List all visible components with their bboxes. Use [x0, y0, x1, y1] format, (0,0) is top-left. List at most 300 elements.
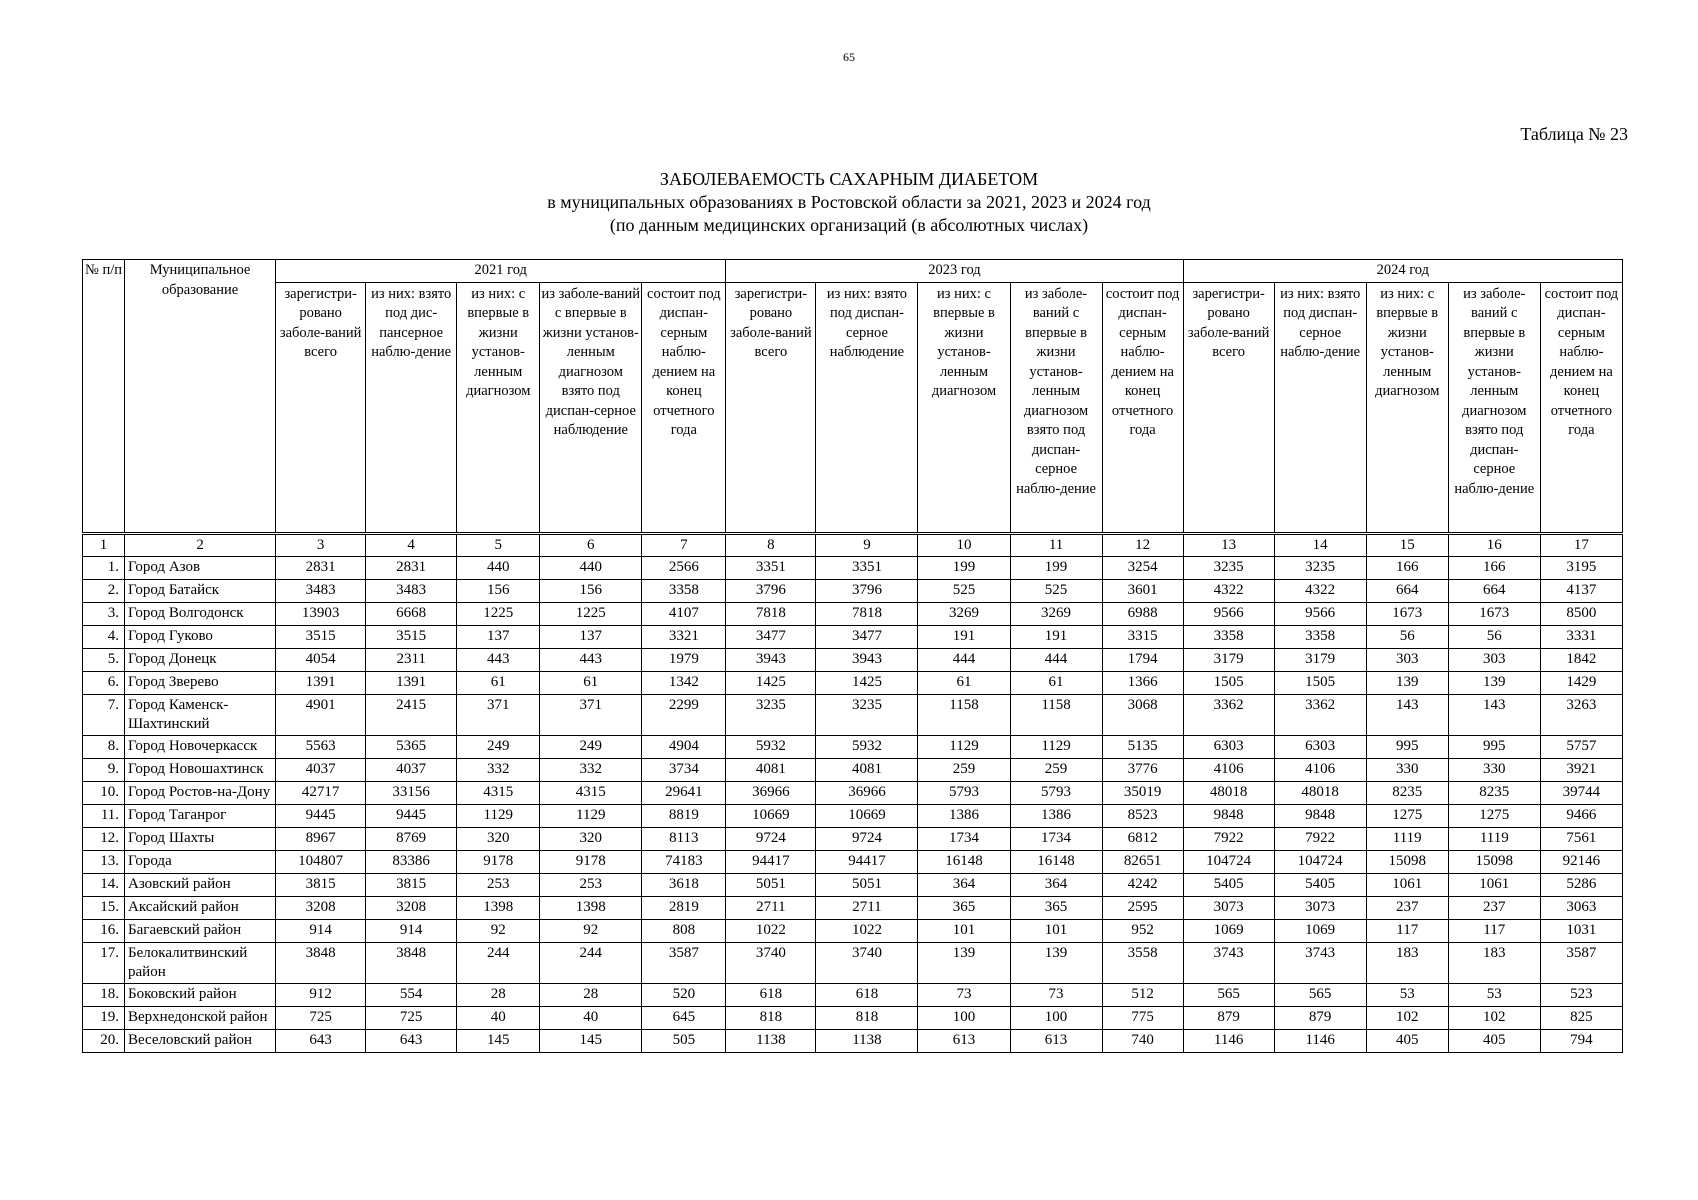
subheader-cell: из них: с впервые в жизни установ-ленным диагнозом — [1366, 282, 1448, 533]
row-number: 16. — [83, 919, 125, 942]
value-cell: 3235 — [726, 694, 816, 735]
value-cell: 42717 — [276, 781, 366, 804]
value-cell: 1386 — [1010, 804, 1102, 827]
value-cell: 100 — [1010, 1006, 1102, 1029]
value-cell: 183 — [1448, 942, 1540, 983]
table-row — [83, 781, 1623, 804]
value-cell: 1425 — [816, 671, 918, 694]
value-cell: 1146 — [1183, 1029, 1274, 1052]
value-cell: 5932 — [726, 735, 816, 758]
subheader-cell: зарегистри-рованo заболе-ваний всего — [726, 282, 816, 533]
value-cell: 13903 — [276, 602, 366, 625]
municipality-name: Багаевский район — [125, 919, 276, 942]
value-cell: 6303 — [1183, 735, 1274, 758]
value-cell: 3477 — [816, 625, 918, 648]
column-number-cell: 12 — [1102, 533, 1183, 556]
row-number: 8. — [83, 735, 125, 758]
value-cell: 2711 — [726, 896, 816, 919]
municipality-name: Город Новошахтинск — [125, 758, 276, 781]
value-cell: 364 — [1010, 873, 1102, 896]
value-cell: 643 — [366, 1029, 457, 1052]
value-cell: 3515 — [366, 625, 457, 648]
value-cell: 3179 — [1183, 648, 1274, 671]
column-number-cell: 6 — [540, 533, 642, 556]
municipality-name: Азовский район — [125, 873, 276, 896]
row-number: 12. — [83, 827, 125, 850]
value-cell: 3483 — [276, 579, 366, 602]
value-cell: 1022 — [816, 919, 918, 942]
value-cell: 5932 — [816, 735, 918, 758]
subheader-cell: зарегистри-рованo заболе-ваний всего — [1183, 282, 1274, 533]
value-cell: 1129 — [918, 735, 1010, 758]
value-cell: 443 — [540, 648, 642, 671]
value-cell: 6988 — [1102, 602, 1183, 625]
value-cell: 4315 — [457, 781, 540, 804]
document-title — [0, 168, 1698, 237]
header-row-subcolumns — [83, 282, 1623, 533]
value-cell: 259 — [1010, 758, 1102, 781]
row-number: 7. — [83, 694, 125, 735]
value-cell: 10669 — [726, 804, 816, 827]
column-number-cell: 7 — [642, 533, 726, 556]
municipality-name: Город Таганрог — [125, 804, 276, 827]
value-cell: 2831 — [276, 556, 366, 579]
value-cell: 3815 — [366, 873, 457, 896]
value-cell: 139 — [918, 942, 1010, 983]
value-cell: 618 — [726, 983, 816, 1006]
value-cell: 3483 — [366, 579, 457, 602]
value-cell: 8235 — [1448, 781, 1540, 804]
value-cell: 3601 — [1102, 579, 1183, 602]
value-cell: 3269 — [918, 602, 1010, 625]
value-cell: 740 — [1102, 1029, 1183, 1052]
column-number-cell: 4 — [366, 533, 457, 556]
municipality-name: Верхнедонской район — [125, 1006, 276, 1029]
value-cell: 444 — [1010, 648, 1102, 671]
table-row — [83, 648, 1623, 671]
subheader-cell: из заболе-ваний с впервые в жизни установ-ленным диагнозом взято под диспан-серное наблю-дение — [1448, 282, 1540, 533]
table-row — [83, 758, 1623, 781]
value-cell: 7818 — [726, 602, 816, 625]
value-cell: 332 — [540, 758, 642, 781]
value-cell: 8819 — [642, 804, 726, 827]
value-cell: 818 — [726, 1006, 816, 1029]
value-cell: 2311 — [366, 648, 457, 671]
value-cell: 3921 — [1540, 758, 1622, 781]
value-cell: 249 — [540, 735, 642, 758]
row-number: 6. — [83, 671, 125, 694]
value-cell: 6668 — [366, 602, 457, 625]
value-cell: 117 — [1448, 919, 1540, 942]
value-cell: 4315 — [540, 781, 642, 804]
value-cell: 8500 — [1540, 602, 1622, 625]
value-cell: 5757 — [1540, 735, 1622, 758]
value-cell: 440 — [457, 556, 540, 579]
table-row — [83, 694, 1623, 735]
value-cell: 794 — [1540, 1029, 1622, 1052]
value-cell: 3315 — [1102, 625, 1183, 648]
value-cell: 4106 — [1183, 758, 1274, 781]
value-cell: 1129 — [1010, 735, 1102, 758]
value-cell: 61 — [1010, 671, 1102, 694]
value-cell: 53 — [1366, 983, 1448, 1006]
row-number: 14. — [83, 873, 125, 896]
value-cell: 1069 — [1183, 919, 1274, 942]
header-no: № п/п — [83, 260, 125, 534]
value-cell: 3515 — [276, 625, 366, 648]
value-cell: 914 — [366, 919, 457, 942]
municipality-name: Город Ростов-на-Дону — [125, 781, 276, 804]
value-cell: 1119 — [1366, 827, 1448, 850]
subheader-cell: из заболе-ваний с впервые в жизни установ-ленным диагнозом взято под диспан-серное наблюдение — [540, 282, 642, 533]
value-cell: 8113 — [642, 827, 726, 850]
value-cell: 1842 — [1540, 648, 1622, 671]
subheader-cell: из них: с впервые в жизни установ-ленным диагнозом — [457, 282, 540, 533]
value-cell: 5405 — [1274, 873, 1366, 896]
value-cell: 1398 — [540, 896, 642, 919]
row-number: 19. — [83, 1006, 125, 1029]
value-cell: 9445 — [276, 804, 366, 827]
value-cell: 3351 — [816, 556, 918, 579]
table-row — [83, 983, 1623, 1006]
table-row — [83, 850, 1623, 873]
value-cell: 645 — [642, 1006, 726, 1029]
value-cell: 156 — [457, 579, 540, 602]
value-cell: 3263 — [1540, 694, 1622, 735]
header-row-years — [83, 260, 1623, 283]
column-number-cell: 9 — [816, 533, 918, 556]
value-cell: 3743 — [1274, 942, 1366, 983]
value-cell: 1342 — [642, 671, 726, 694]
value-cell: 4081 — [726, 758, 816, 781]
value-cell: 3734 — [642, 758, 726, 781]
value-cell: 61 — [457, 671, 540, 694]
value-cell: 7818 — [816, 602, 918, 625]
value-cell: 143 — [1448, 694, 1540, 735]
table-row — [83, 671, 1623, 694]
value-cell: 48018 — [1274, 781, 1366, 804]
value-cell: 643 — [276, 1029, 366, 1052]
value-cell: 237 — [1448, 896, 1540, 919]
value-cell: 444 — [918, 648, 1010, 671]
value-cell: 143 — [1366, 694, 1448, 735]
value-cell: 3776 — [1102, 758, 1183, 781]
municipality-name: Боковский район — [125, 983, 276, 1006]
value-cell: 3195 — [1540, 556, 1622, 579]
value-cell: 879 — [1183, 1006, 1274, 1029]
value-cell: 156 — [540, 579, 642, 602]
value-cell: 1429 — [1540, 671, 1622, 694]
value-cell: 879 — [1274, 1006, 1366, 1029]
value-cell: 5135 — [1102, 735, 1183, 758]
column-number-cell: 17 — [1540, 533, 1622, 556]
value-cell: 73 — [918, 983, 1010, 1006]
value-cell: 100 — [918, 1006, 1010, 1029]
value-cell: 259 — [918, 758, 1010, 781]
value-cell: 320 — [457, 827, 540, 850]
column-number-cell: 13 — [1183, 533, 1274, 556]
value-cell: 440 — [540, 556, 642, 579]
header-year-2023: 2023 год — [726, 260, 1183, 283]
value-cell: 3358 — [1274, 625, 1366, 648]
value-cell: 16148 — [918, 850, 1010, 873]
value-cell: 405 — [1448, 1029, 1540, 1052]
column-number-cell: 8 — [726, 533, 816, 556]
municipality-name: Город Каменск-Шахтинский — [125, 694, 276, 735]
value-cell: 1425 — [726, 671, 816, 694]
value-cell: 166 — [1366, 556, 1448, 579]
value-cell: 83386 — [366, 850, 457, 873]
column-number-cell: 15 — [1366, 533, 1448, 556]
value-cell: 3073 — [1183, 896, 1274, 919]
value-cell: 199 — [1010, 556, 1102, 579]
value-cell: 554 — [366, 983, 457, 1006]
value-cell: 303 — [1366, 648, 1448, 671]
value-cell: 1673 — [1366, 602, 1448, 625]
value-cell: 244 — [540, 942, 642, 983]
value-cell: 565 — [1183, 983, 1274, 1006]
value-cell: 1158 — [1010, 694, 1102, 735]
value-cell: 35019 — [1102, 781, 1183, 804]
table-label: Таблица № 23 — [1520, 124, 1628, 144]
value-cell: 3848 — [276, 942, 366, 983]
page-number: 65 — [843, 50, 855, 64]
value-cell: 5051 — [816, 873, 918, 896]
value-cell: 104724 — [1183, 850, 1274, 873]
value-cell: 1275 — [1448, 804, 1540, 827]
table-row — [83, 579, 1623, 602]
value-cell: 952 — [1102, 919, 1183, 942]
value-cell: 1119 — [1448, 827, 1540, 850]
value-cell: 3269 — [1010, 602, 1102, 625]
value-cell: 40 — [457, 1006, 540, 1029]
value-cell: 664 — [1448, 579, 1540, 602]
value-cell: 525 — [1010, 579, 1102, 602]
value-cell: 1979 — [642, 648, 726, 671]
value-cell: 94417 — [816, 850, 918, 873]
subheader-cell: из заболе-ваний с впервые в жизни установ-ленным диагнозом взято под диспан-серное наблю-дение — [1010, 282, 1102, 533]
row-number: 2. — [83, 579, 125, 602]
value-cell: 330 — [1366, 758, 1448, 781]
value-cell: 3362 — [1183, 694, 1274, 735]
value-cell: 16148 — [1010, 850, 1102, 873]
value-cell: 33156 — [366, 781, 457, 804]
table-row — [83, 735, 1623, 758]
value-cell: 4242 — [1102, 873, 1183, 896]
subheader-cell: из них: взято под диспан-серное наблю-дение — [1274, 282, 1366, 533]
value-cell: 332 — [457, 758, 540, 781]
value-cell: 56 — [1366, 625, 1448, 648]
value-cell: 2819 — [642, 896, 726, 919]
value-cell: 4904 — [642, 735, 726, 758]
title-line-2: в муниципальных образованиях в Ростовской области за 2021, 2023 и 2024 год — [547, 192, 1151, 212]
value-cell: 405 — [1366, 1029, 1448, 1052]
table-row — [83, 1029, 1623, 1052]
subheader-cell: из них: взято под дис-пансерное наблю-дение — [366, 282, 457, 533]
value-cell: 191 — [1010, 625, 1102, 648]
value-cell: 92 — [540, 919, 642, 942]
value-cell: 56 — [1448, 625, 1540, 648]
row-number: 4. — [83, 625, 125, 648]
value-cell: 61 — [918, 671, 1010, 694]
table-row — [83, 625, 1623, 648]
value-cell: 3362 — [1274, 694, 1366, 735]
header-year-2024: 2024 год — [1183, 260, 1622, 283]
table-row — [83, 1006, 1623, 1029]
value-cell: 525 — [918, 579, 1010, 602]
value-cell: 912 — [276, 983, 366, 1006]
value-cell: 2595 — [1102, 896, 1183, 919]
value-cell: 371 — [457, 694, 540, 735]
value-cell: 1129 — [457, 804, 540, 827]
value-cell: 249 — [457, 735, 540, 758]
column-number-row — [83, 533, 1623, 556]
value-cell: 2415 — [366, 694, 457, 735]
value-cell: 4107 — [642, 602, 726, 625]
value-cell: 82651 — [1102, 850, 1183, 873]
value-cell: 3235 — [1274, 556, 1366, 579]
value-cell: 9724 — [726, 827, 816, 850]
value-cell: 3740 — [816, 942, 918, 983]
table-row — [83, 602, 1623, 625]
value-cell: 137 — [540, 625, 642, 648]
value-cell: 1158 — [918, 694, 1010, 735]
municipality-name: Город Гуково — [125, 625, 276, 648]
subheader-cell: из них: с впервые в жизни установ-ленным диагнозом — [918, 282, 1010, 533]
value-cell: 253 — [457, 873, 540, 896]
value-cell: 10669 — [816, 804, 918, 827]
value-cell: 1138 — [816, 1029, 918, 1052]
row-number: 9. — [83, 758, 125, 781]
value-cell: 4137 — [1540, 579, 1622, 602]
value-cell: 1061 — [1366, 873, 1448, 896]
value-cell: 4322 — [1183, 579, 1274, 602]
value-cell: 244 — [457, 942, 540, 983]
value-cell: 1505 — [1274, 671, 1366, 694]
value-cell: 145 — [457, 1029, 540, 1052]
row-number: 10. — [83, 781, 125, 804]
value-cell: 1734 — [1010, 827, 1102, 850]
municipality-name: Город Азов — [125, 556, 276, 579]
value-cell: 5405 — [1183, 873, 1274, 896]
value-cell: 1391 — [276, 671, 366, 694]
value-cell: 1398 — [457, 896, 540, 919]
value-cell: 4901 — [276, 694, 366, 735]
row-number: 17. — [83, 942, 125, 983]
municipality-name: Город Шахты — [125, 827, 276, 850]
value-cell: 6812 — [1102, 827, 1183, 850]
value-cell: 1673 — [1448, 602, 1540, 625]
value-cell: 104807 — [276, 850, 366, 873]
value-cell: 9566 — [1183, 602, 1274, 625]
value-cell: 3587 — [642, 942, 726, 983]
value-cell: 4054 — [276, 648, 366, 671]
header-municipality: Муниципальное образование — [125, 260, 276, 534]
value-cell: 9178 — [540, 850, 642, 873]
value-cell: 4037 — [276, 758, 366, 781]
value-cell: 825 — [1540, 1006, 1622, 1029]
value-cell: 8967 — [276, 827, 366, 850]
value-cell: 520 — [642, 983, 726, 1006]
value-cell: 5365 — [366, 735, 457, 758]
value-cell: 995 — [1366, 735, 1448, 758]
value-cell: 3848 — [366, 942, 457, 983]
column-number-cell: 5 — [457, 533, 540, 556]
value-cell: 664 — [1366, 579, 1448, 602]
value-cell: 139 — [1366, 671, 1448, 694]
value-cell: 8769 — [366, 827, 457, 850]
column-number-cell: 11 — [1010, 533, 1102, 556]
value-cell: 199 — [918, 556, 1010, 579]
value-cell: 102 — [1366, 1006, 1448, 1029]
value-cell: 523 — [1540, 983, 1622, 1006]
value-cell: 725 — [276, 1006, 366, 1029]
table-row — [83, 556, 1623, 579]
value-cell: 512 — [1102, 983, 1183, 1006]
value-cell: 725 — [366, 1006, 457, 1029]
table-row — [83, 804, 1623, 827]
value-cell: 53 — [1448, 983, 1540, 1006]
value-cell: 39744 — [1540, 781, 1622, 804]
value-cell: 191 — [918, 625, 1010, 648]
value-cell: 1138 — [726, 1029, 816, 1052]
value-cell: 9445 — [366, 804, 457, 827]
value-cell: 1391 — [366, 671, 457, 694]
value-cell: 94417 — [726, 850, 816, 873]
value-cell: 303 — [1448, 648, 1540, 671]
value-cell: 74183 — [642, 850, 726, 873]
value-cell: 3477 — [726, 625, 816, 648]
value-cell: 1734 — [918, 827, 1010, 850]
value-cell: 253 — [540, 873, 642, 896]
value-cell: 1022 — [726, 919, 816, 942]
value-cell: 1061 — [1448, 873, 1540, 896]
value-cell: 3618 — [642, 873, 726, 896]
value-cell: 613 — [918, 1029, 1010, 1052]
value-cell: 3331 — [1540, 625, 1622, 648]
value-cell: 5563 — [276, 735, 366, 758]
value-cell: 7922 — [1274, 827, 1366, 850]
value-cell: 40 — [540, 1006, 642, 1029]
value-cell: 1366 — [1102, 671, 1183, 694]
table-row — [83, 896, 1623, 919]
value-cell: 3743 — [1183, 942, 1274, 983]
value-cell: 6303 — [1274, 735, 1366, 758]
value-cell: 166 — [1448, 556, 1540, 579]
value-cell: 145 — [540, 1029, 642, 1052]
subheader-cell: состоит под диспан-серным наблю-дением на конец отчетного года — [642, 282, 726, 533]
value-cell: 8235 — [1366, 781, 1448, 804]
value-cell: 7561 — [1540, 827, 1622, 850]
value-cell: 137 — [457, 625, 540, 648]
row-number: 20. — [83, 1029, 125, 1052]
value-cell: 28 — [457, 983, 540, 1006]
row-number: 5. — [83, 648, 125, 671]
value-cell: 818 — [816, 1006, 918, 1029]
table-row — [83, 942, 1623, 983]
row-number: 1. — [83, 556, 125, 579]
value-cell: 443 — [457, 648, 540, 671]
value-cell: 371 — [540, 694, 642, 735]
header-year-2021: 2021 год — [276, 260, 726, 283]
value-cell: 48018 — [1183, 781, 1274, 804]
value-cell: 3943 — [726, 648, 816, 671]
value-cell: 618 — [816, 983, 918, 1006]
table-row — [83, 873, 1623, 896]
value-cell: 183 — [1366, 942, 1448, 983]
value-cell: 565 — [1274, 983, 1366, 1006]
value-cell: 9566 — [1274, 602, 1366, 625]
